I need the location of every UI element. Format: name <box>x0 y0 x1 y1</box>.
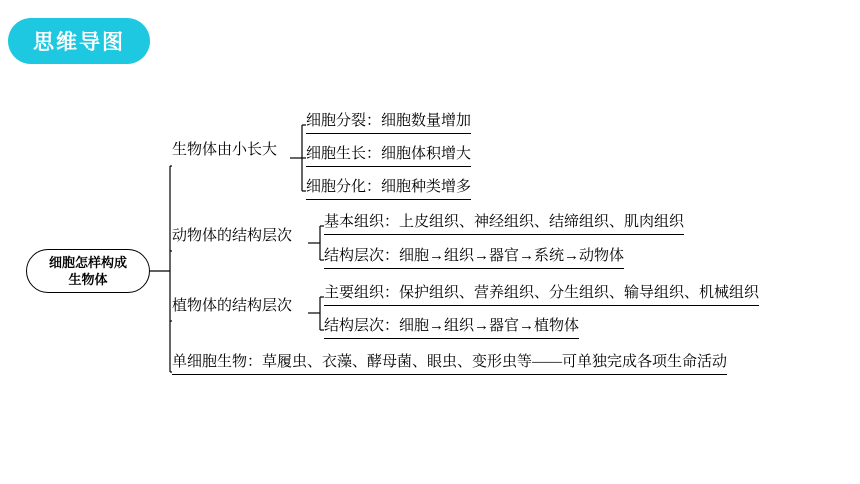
leaf-animal-structure-levels: 结构层次：细胞→组织→器官→系统→动物体 <box>324 246 624 269</box>
leaf-plant-main-tissues: 主要组织：保护组织、营养组织、分生组织、输导组织、机械组织 <box>324 283 759 306</box>
branch-label-growth: 生物体由小长大 <box>172 142 278 158</box>
leaf-animal-basic-tissues: 基本组织：上皮组织、神经组织、结缔组织、肌肉组织 <box>324 212 684 235</box>
leaf-single-celled-organisms: 单细胞生物：草履虫、衣藻、酵母菌、眼虫、变形虫等——可单独完成各项生命活动 <box>172 352 727 375</box>
mind-map-badge-label: 思维导图 <box>33 31 125 54</box>
root-node-line-2: 生物体 <box>68 272 108 287</box>
leaf-cell-growth: 细胞生长：细胞体积增大 <box>306 144 471 167</box>
root-node <box>26 249 150 293</box>
leaf-plant-structure-levels: 结构层次：细胞→组织→器官→植物体 <box>324 316 579 339</box>
root-node-line-1: 细胞怎样构成 <box>48 255 127 270</box>
branch-label-animal-structure: 动物体的结构层次 <box>172 228 293 244</box>
leaf-cell-division: 细胞分裂：细胞数量增加 <box>306 111 471 134</box>
leaf-cell-differentiation: 细胞分化：细胞种类增多 <box>306 177 471 200</box>
branch-label-plant-structure: 植物体的结构层次 <box>172 298 293 314</box>
